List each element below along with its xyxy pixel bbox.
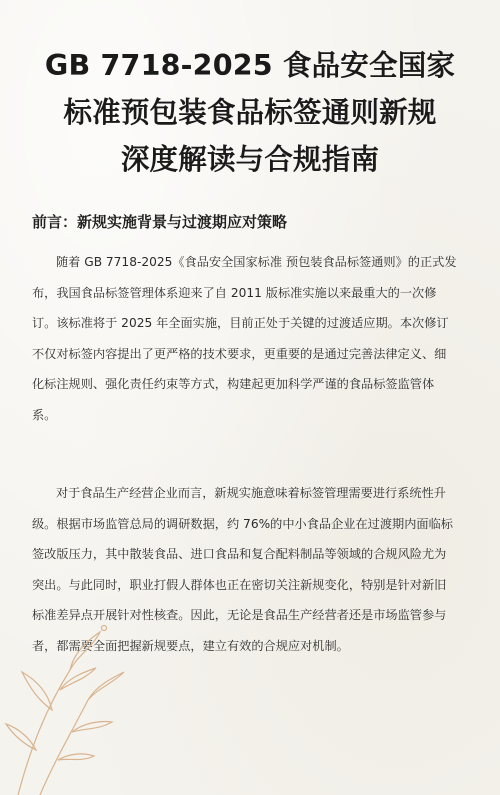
paragraph-line: 签改版压力，其中散装食品、进口食品和复合配料制品等领域的合规风险尤为 <box>32 547 447 562</box>
paragraph-line: 者，都需要全面把握新规要点，建立有效的合规应对机制。 <box>32 638 349 653</box>
paragraph-line: 随着 GB 7718-2025《食品安全国家标准 预包装食品标签通则》的正式发 <box>56 255 457 269</box>
paragraph-line: 对于食品生产经营企业而言，新规实施意味着标签管理需要进行系统性升 <box>56 486 446 500</box>
title-line: GB 7718-2025 食品安全国家 <box>44 49 456 82</box>
paragraph-intro <box>32 247 472 431</box>
paragraph-line: 化标注规则、强化责任约束等方式，构建起更加科学严谨的食品标签监管体 <box>32 377 435 392</box>
botanical-branch-icon <box>0 560 200 795</box>
title-line: 深度解读与合规指南 <box>120 143 380 176</box>
paragraph-line: 系。 <box>32 407 57 422</box>
paragraph-line: 突出。与此同时，职业打假人群体也正在密切关注新规变化，特别是针对新旧 <box>32 577 447 592</box>
paragraph-line: 级。根据市场监管总局的调研数据，约 76%的中小食品企业在过渡期内面临标 <box>32 516 453 531</box>
paragraph-line: 布，我国食品标签管理体系迎来了自 2011 版标准实施以来最重大的一次修 <box>32 285 437 300</box>
title-line: 标准预包装食品标签通则新规 <box>63 96 437 129</box>
document-title <box>22 42 478 183</box>
section-heading: 前言：新规实施背景与过渡期应对策略 <box>32 213 288 231</box>
paragraph-line: 订。该标准将于 2025 年全面实施，目前正处于关键的过渡适应期。本次修订 <box>32 316 449 331</box>
paragraph-line: 标准差异点开展针对性核查。因此，无论是食品生产经营者还是市场监管参与 <box>32 608 447 623</box>
paragraph-line: 不仅对标签内容提出了更严格的技术要求，更重要的是通过完善法律定义、细 <box>32 346 447 361</box>
